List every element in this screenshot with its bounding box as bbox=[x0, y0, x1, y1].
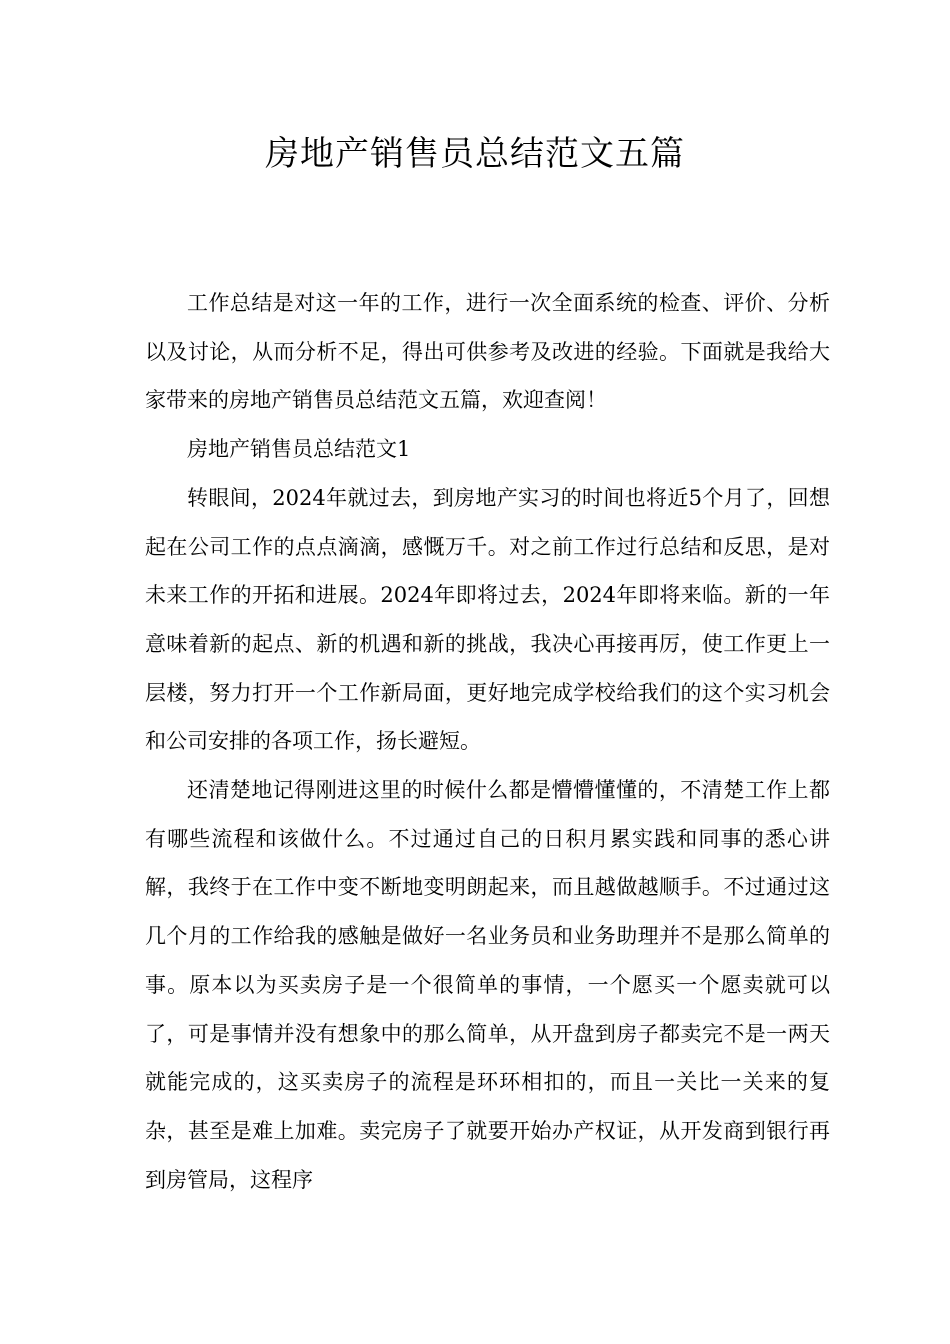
document-title: 房地产销售员总结范文五篇 bbox=[265, 134, 685, 174]
body-paragraph: 还清楚地记得刚进这里的时候什么都是懵懵懂懂的，不清楚工作上都有哪些流程和该做什么。不过通过自己的日积月累实践和同事的悉心讲解，我终于在工作中变不断地变明朗起来，而且越做越顺手。不过通过这几个月的工作给我的感触是做好一名业务员和业务助理并不是那么简单的事。原本以为买卖房子是一个很简单的事情，一个愿买一个愿卖就可以了，可是事情并没有想象中的那么简单，从开盘到房子都卖完不是一两天就能完成的，这买卖房子的流程是环环相扣的，而且一关比一关来的复杂，甚至是难上加难。卖完房子了就要开始办产权证，从开发商到银行再到房管局，这程序 bbox=[145, 778, 830, 1192]
intro-paragraph: 工作总结是对这一年的工作，进行一次全面系统的检查、评价、分析以及讨论，从而分析不足，得出可供参考及改进的经验。下面就是我给大家带来的房地产销售员总结范文五篇，欢迎查阅！ bbox=[145, 291, 830, 413]
body-paragraph: 转眼间，2024年就过去，到房地产实习的时间也将近5个月了，回想起在公司工作的点点滴滴，感慨万千。对之前工作过行总结和反思，是对未来工作的开拓和进展。2024年即将过去，2024年即将来临。新的一年意味着新的起点、新的机遇和新的挑战，我决心再接再厉，使工作更上一层楼，努力打开一个工作新局面，更好地完成学校给我们的这个实习机会和公司安排的各项工作，扬长避短。 bbox=[145, 485, 830, 754]
section-heading: 房地产销售员总结范文1 bbox=[187, 437, 411, 462]
document-body bbox=[145, 279, 830, 1204]
